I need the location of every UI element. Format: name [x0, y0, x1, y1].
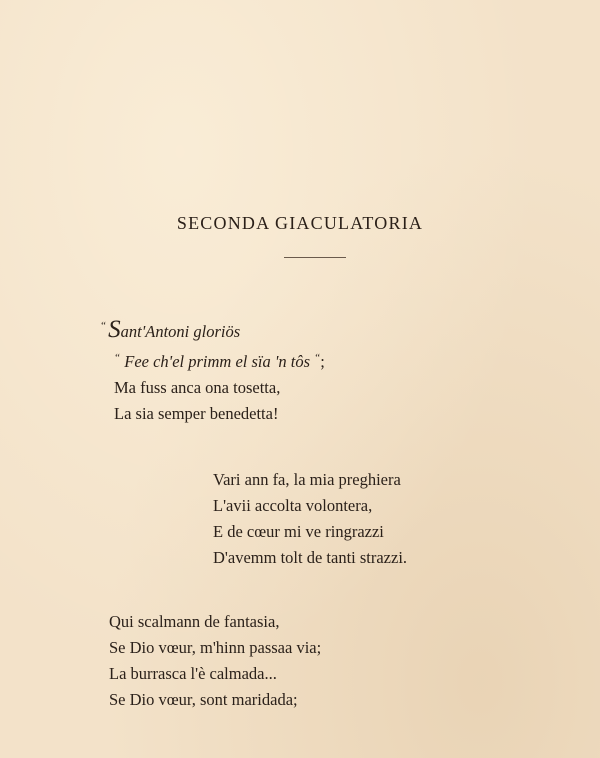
stanza-3-line-4: Se Dio vœur, sont maridada;	[109, 690, 298, 709]
line-2-open-quote: “	[114, 352, 121, 364]
opening-quote-mark: “	[100, 320, 107, 332]
stanza-1-line-1	[100, 313, 325, 345]
drop-cap-letter: S	[108, 316, 121, 343]
stanza-2	[213, 467, 407, 571]
stanza-3	[109, 609, 321, 713]
stanza-2-line-1: Vari ann fa, la mia preghiera	[213, 470, 401, 489]
stanza-1-line-3: Ma fuss anca ona tosetta,	[114, 378, 281, 397]
stanza-1-line-1-text: ant'Antoni gloriös	[120, 322, 241, 341]
stanza-3-line-3: La burrasca l'è calmada...	[109, 664, 277, 683]
stanza-3-line-2: Se Dio vœur, m'hinn passaa via;	[109, 638, 322, 657]
stanza-1-line-2-text: Fee ch'el primm el sïa 'n tôs	[124, 352, 311, 371]
stanza-1-line-4: La sia semper benedetta!	[114, 404, 279, 423]
stanza-3-line-1: Qui scalmann de fantasia,	[109, 612, 280, 631]
line-2-close-quote: “	[314, 352, 321, 364]
stanza-1	[100, 313, 325, 427]
stanza-1-line-2	[114, 345, 325, 375]
stanza-2-line-3: E de cœur mi ve ringrazzi	[213, 522, 384, 541]
poem-title: SECONDA GIACULATORIA	[176, 213, 424, 233]
title-divider	[284, 257, 346, 258]
stanza-2-line-4: D'avemm tolt de tanti strazzi.	[213, 548, 408, 567]
line-2-semicolon: ;	[320, 352, 325, 371]
stanza-2-line-2: L'avii accolta volontera,	[213, 496, 373, 515]
